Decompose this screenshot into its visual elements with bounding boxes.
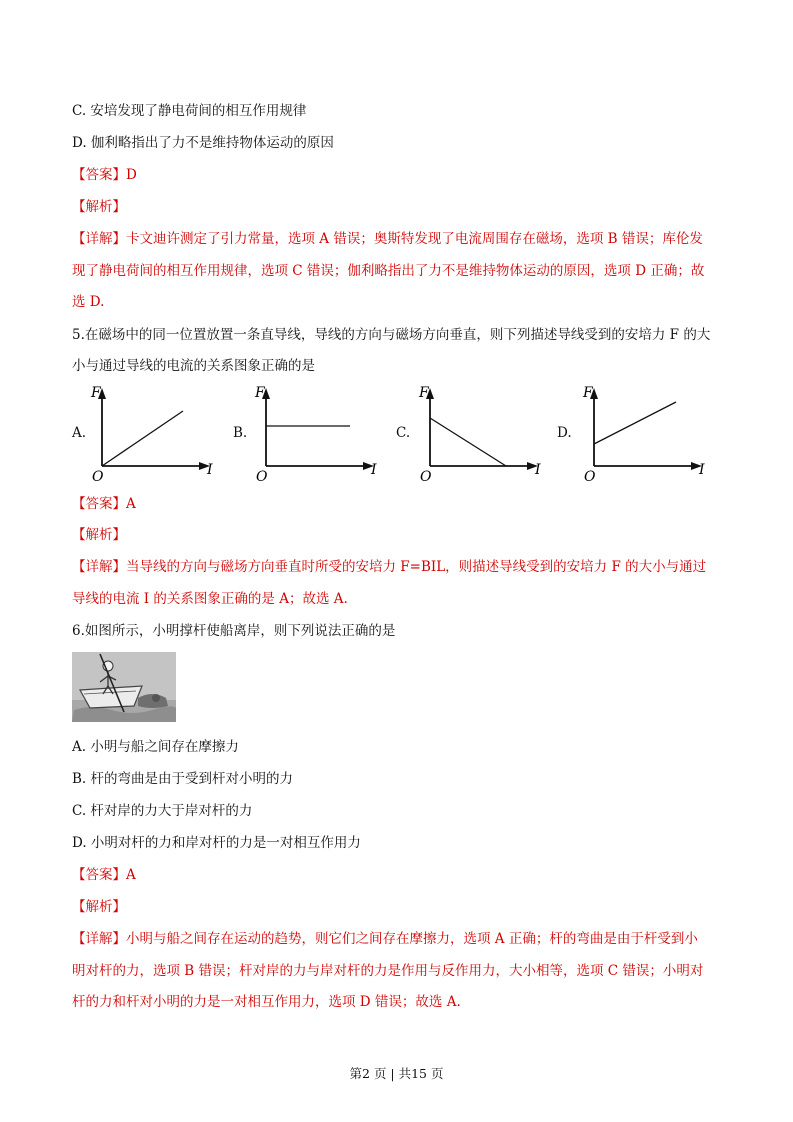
origin-label: O xyxy=(420,469,432,482)
graph-a-label: A. xyxy=(72,425,87,441)
detail-tag: 【详解】 xyxy=(72,931,126,947)
q5-detail-line-1 xyxy=(72,557,706,577)
graph-d-line xyxy=(594,402,676,444)
x-axis-label: I xyxy=(699,462,705,478)
detail-text: 当导线的方向与磁场方向垂直时所受的安培力 F=BIL，则描述导线受到的安培力 F 的大小与通过 xyxy=(126,559,707,575)
q4-option-d: D. 伽利略指出了力不是维持物体运动的原因 xyxy=(72,135,334,151)
q5-detail-line-2: 导线的电流 I 的关系图象正确的是 A；故选 A. xyxy=(72,591,348,607)
detail-text: 小明与船之间存在运动的趋势，则它们之间存在摩擦力，选项 A 正确；杆的弯曲是由于杆受到小 xyxy=(126,931,698,947)
x-axis-label: I xyxy=(535,462,541,478)
q4-option-c: C. 安培发现了静电荷间的相互作用规律 xyxy=(72,103,307,119)
origin-label: O xyxy=(584,469,596,482)
q6-option-c: C. 杆对岸的力大于岸对杆的力 xyxy=(72,803,253,819)
graph-a xyxy=(90,382,220,482)
x-axis-label: I xyxy=(371,462,377,478)
answer-tag: 【答案】 xyxy=(72,167,126,183)
q6-detail-line-1 xyxy=(72,929,698,949)
x-axis-label: I xyxy=(207,462,213,478)
detail-tag: 【详解】 xyxy=(72,559,126,575)
graph-c-line xyxy=(430,418,506,466)
q6-detail-line-2: 明对杆的力，选项 B 错误；杆对岸的力与岸对杆的力是作用与反作用力，大小相等，选项 C 错误；小明对 xyxy=(72,963,704,979)
q6-option-d: D. 小明对杆的力和岸对杆的力是一对相互作用力 xyxy=(72,835,361,851)
graph-d xyxy=(582,382,712,482)
graph-a-line xyxy=(102,411,183,466)
y-axis-label: F xyxy=(583,385,593,401)
q6-analysis-tag: 【解析】 xyxy=(72,899,126,915)
q4-answer xyxy=(72,165,137,185)
boat-illustration xyxy=(72,652,176,722)
origin-label: O xyxy=(92,469,104,482)
q5-stem-line-2: 小与通过导线的电流的关系图象正确的是 xyxy=(72,358,315,374)
y-axis-label: F xyxy=(419,385,429,401)
q4-detail-line-2: 现了静电荷间的相互作用规律，选项 C 错误；伽利略指出了力不是维持物体运动的原因，选项 D 正确；故 xyxy=(72,263,705,279)
answer-tag: 【答案】 xyxy=(72,867,126,883)
detail-tag: 【详解】 xyxy=(72,231,126,247)
graph-b-label: B. xyxy=(233,425,248,441)
q5-analysis-tag: 【解析】 xyxy=(72,527,126,543)
graph-c xyxy=(418,382,548,482)
y-axis-label: F xyxy=(255,385,265,401)
q5-stem-line-1: 5.在磁场中的同一位置放置一条直导线，导线的方向与磁场方向垂直，则下列描述导线受到的安培力 F 的大 xyxy=(72,327,711,343)
answer-tag: 【答案】 xyxy=(72,496,126,512)
q4-detail-line-1 xyxy=(72,229,703,249)
answer-value: A xyxy=(126,496,136,512)
detail-text: 卡文迪许测定了引力常量，选项 A 错误；奥斯特发现了电流周围存在磁场，选项 B 错误；库伦发 xyxy=(126,231,703,247)
q6-answer xyxy=(72,865,136,885)
graph-c-label: C. xyxy=(396,425,411,441)
q5-answer xyxy=(72,494,136,514)
graph-d-label: D. xyxy=(557,425,572,441)
y-axis-label: F xyxy=(91,385,101,401)
graph-b xyxy=(254,382,384,482)
answer-value: A xyxy=(126,867,136,883)
q6-option-b: B. 杆的弯曲是由于受到杆对小明的力 xyxy=(72,771,294,787)
q6-stem: 6.如图所示，小明撑杆使船离岸，则下列说法正确的是 xyxy=(72,623,396,639)
q6-option-a: A. 小明与船之间存在摩擦力 xyxy=(72,739,239,755)
page-footer: 第2 页 | 共15 页 xyxy=(349,1066,444,1081)
q4-analysis-tag: 【解析】 xyxy=(72,199,126,215)
origin-label: O xyxy=(256,469,268,482)
q4-detail-line-3: 选 D. xyxy=(72,294,105,310)
q6-detail-line-3: 杆的力和杆对小明的力是一对相互作用力，选项 D 错误；故选 A. xyxy=(72,994,461,1010)
answer-value: D xyxy=(126,167,137,183)
